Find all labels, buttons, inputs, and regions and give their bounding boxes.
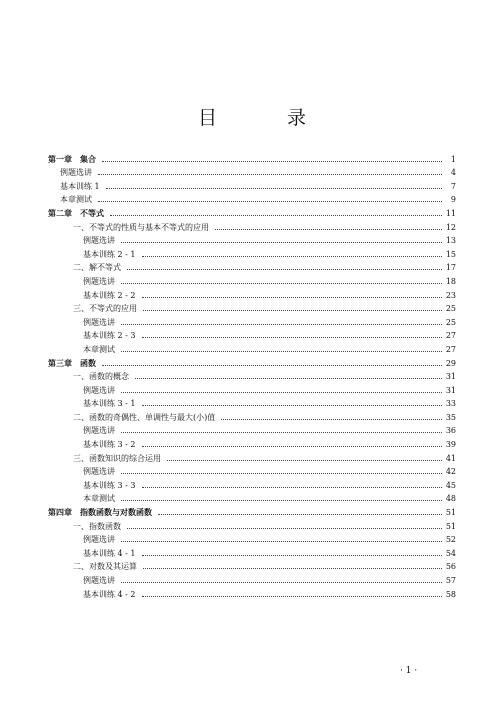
toc-entry-label: 一、指数函数 (73, 521, 121, 531)
toc-entry[interactable] (48, 559, 456, 573)
toc-entry[interactable] (48, 545, 456, 559)
toc-entry-page: 27 (445, 344, 456, 354)
dot-leader (142, 596, 442, 597)
toc-entry-page: 33 (445, 399, 456, 409)
dot-leader (98, 201, 442, 202)
dot-leader (142, 337, 442, 338)
dot-leader (215, 229, 442, 230)
toc-entry-page: 12 (445, 222, 456, 232)
toc-entry-label: 二、对数及其运算 (73, 562, 137, 572)
toc-entry-page: 35 (445, 412, 456, 422)
toc-entry-page: 17 (445, 263, 456, 273)
toc-entry-label: 基本训练 3 - 3 (83, 480, 136, 490)
dot-leader (121, 582, 442, 583)
toc-entry[interactable] (48, 436, 456, 450)
dot-leader (221, 419, 442, 420)
toc-entry-label: 基本训练 3 - 1 (83, 399, 136, 409)
dot-leader (142, 446, 442, 447)
table-of-contents (48, 151, 456, 600)
toc-entry-label: 例题选讲 (83, 385, 115, 395)
dot-leader (102, 365, 442, 366)
dot-leader (143, 568, 442, 569)
toc-entry-page: 25 (445, 317, 456, 327)
toc-entry-label: 例题选讲 (83, 535, 115, 545)
page-number: · 1 · (400, 666, 418, 676)
toc-entry-page: 45 (445, 480, 456, 490)
toc-entry-label: 第二章 不等式 (48, 208, 104, 218)
toc-entry-label: 例题选讲 (83, 236, 115, 246)
toc-entry[interactable] (48, 504, 456, 518)
toc-entry-label: 三、不等式的应用 (73, 304, 137, 314)
dot-leader (135, 378, 442, 379)
toc-entry[interactable] (48, 178, 456, 192)
toc-entry-page: 4 (450, 168, 456, 178)
toc-entry[interactable] (48, 273, 456, 287)
toc-entry-label: 本章测试 (83, 344, 115, 354)
dot-leader (98, 174, 442, 175)
toc-entry[interactable] (48, 477, 456, 491)
toc-entry[interactable] (48, 328, 456, 342)
toc-entry-page: 42 (445, 467, 456, 477)
toc-entry-label: 例题选讲 (83, 317, 115, 327)
toc-entry[interactable] (48, 219, 456, 233)
toc-entry[interactable] (48, 586, 456, 600)
dot-leader (121, 324, 442, 325)
dot-leader (106, 188, 442, 189)
dot-leader (127, 269, 442, 270)
toc-entry[interactable] (48, 233, 456, 247)
toc-entry-page: 27 (445, 331, 456, 341)
toc-entry-page: 23 (445, 290, 456, 300)
toc-entry-page: 39 (445, 440, 456, 450)
toc-entry-page: 9 (450, 195, 456, 205)
toc-entry[interactable] (48, 409, 456, 423)
toc-entry-label: 基本训练 4 - 1 (83, 548, 136, 558)
toc-entry-label: 例题选讲 (83, 426, 115, 436)
page-title: 目 录 (197, 107, 339, 129)
toc-entry[interactable] (48, 369, 456, 383)
toc-entry-page: 18 (445, 276, 456, 286)
toc-entry-page: 54 (445, 548, 456, 558)
toc-entry[interactable] (48, 423, 456, 437)
toc-entry-page: 58 (445, 589, 456, 599)
toc-entry-page: 41 (445, 453, 456, 463)
toc-entry[interactable] (48, 287, 456, 301)
toc-entry-label: 例题选讲 (83, 576, 115, 585)
toc-entry-label: 基本训练 4 - 2 (83, 589, 136, 599)
toc-entry[interactable] (48, 518, 456, 532)
dot-leader (102, 161, 442, 162)
toc-entry[interactable] (48, 450, 456, 464)
toc-entry[interactable] (48, 246, 456, 260)
toc-entry-label: 第一章 集合 (48, 154, 96, 164)
toc-entry-label: 例题选讲 (60, 168, 92, 178)
dot-leader (121, 351, 442, 352)
toc-entry-label: 一、函数的概念 (73, 372, 129, 382)
dot-leader (121, 432, 442, 433)
dot-leader (158, 514, 442, 515)
toc-entry-page: 36 (445, 426, 456, 436)
toc-entry-page: 51 (445, 521, 456, 531)
dot-leader (110, 215, 442, 216)
toc-entry[interactable] (48, 532, 456, 546)
dot-leader (142, 256, 442, 257)
toc-entry-label: 基本训练 2 - 3 (83, 331, 136, 341)
toc-entry-page: 31 (445, 385, 456, 395)
dot-leader (121, 392, 442, 393)
dot-leader (121, 541, 442, 542)
dot-leader (142, 555, 442, 556)
dot-leader (142, 487, 442, 488)
dot-leader (121, 500, 442, 501)
toc-entry-label: 基本训练 3 - 2 (83, 440, 136, 450)
toc-entry-page: 57 (445, 576, 456, 585)
toc-entry-label: 本章测试 (60, 195, 92, 205)
toc-entry[interactable] (48, 382, 456, 396)
toc-entry-page: 11 (445, 208, 456, 218)
toc-entry-label: 第四章 指数函数与对数函数 (48, 508, 152, 518)
toc-entry[interactable] (48, 491, 456, 505)
toc-entry[interactable] (48, 464, 456, 478)
toc-entry-page: 25 (445, 304, 456, 314)
toc-entry-label: 三、函数知识的综合运用 (73, 453, 161, 463)
dot-leader (142, 297, 442, 298)
dot-leader (127, 528, 442, 529)
toc-entry-page: 52 (445, 535, 456, 545)
toc-entry[interactable] (48, 355, 456, 369)
toc-entry[interactable] (48, 341, 456, 355)
toc-entry[interactable] (48, 396, 456, 410)
toc-entry-label: 本章测试 (83, 494, 115, 504)
toc-entry[interactable] (48, 572, 456, 586)
dot-leader (121, 242, 442, 243)
toc-entry-label: 基本训练 2 - 1 (83, 249, 136, 259)
toc-entry[interactable] (48, 260, 456, 274)
toc-entry-page: 15 (445, 249, 456, 259)
toc-entry[interactable] (48, 165, 456, 179)
toc-entry-label: 基本训练 2 - 2 (83, 290, 136, 300)
toc-entry-page: 48 (445, 494, 456, 504)
toc-entry-page: 7 (450, 181, 456, 191)
toc-entry-label: 二、解不等式 (73, 263, 121, 273)
toc-entry-page: 29 (445, 358, 456, 368)
toc-entry-page: 13 (445, 236, 456, 246)
toc-entry-page: 51 (445, 508, 456, 518)
toc-entry[interactable] (48, 192, 456, 206)
toc-entry[interactable] (48, 314, 456, 328)
dot-leader (167, 460, 442, 461)
toc-entry-label: 一、不等式的性质与基本不等式的应用 (73, 222, 209, 232)
toc-entry-label: 基本训练 1 (60, 181, 100, 191)
toc-entry[interactable] (48, 151, 456, 165)
toc-entry-page: 31 (445, 372, 456, 382)
toc-entry-label: 例题选讲 (83, 276, 115, 286)
dot-leader (142, 405, 442, 406)
dot-leader (143, 310, 442, 311)
dot-leader (121, 473, 442, 474)
toc-entry-label: 第三章 函数 (48, 358, 96, 368)
toc-entry-page: 56 (445, 562, 456, 572)
toc-entry-label: 二、函数的奇偶性、单调性与最大(小)值 (73, 412, 216, 422)
toc-entry[interactable] (48, 205, 456, 219)
toc-entry-page: 1 (450, 154, 456, 164)
dot-leader (121, 283, 442, 284)
toc-entry-label: 例题选讲 (83, 467, 115, 477)
toc-entry[interactable] (48, 301, 456, 315)
